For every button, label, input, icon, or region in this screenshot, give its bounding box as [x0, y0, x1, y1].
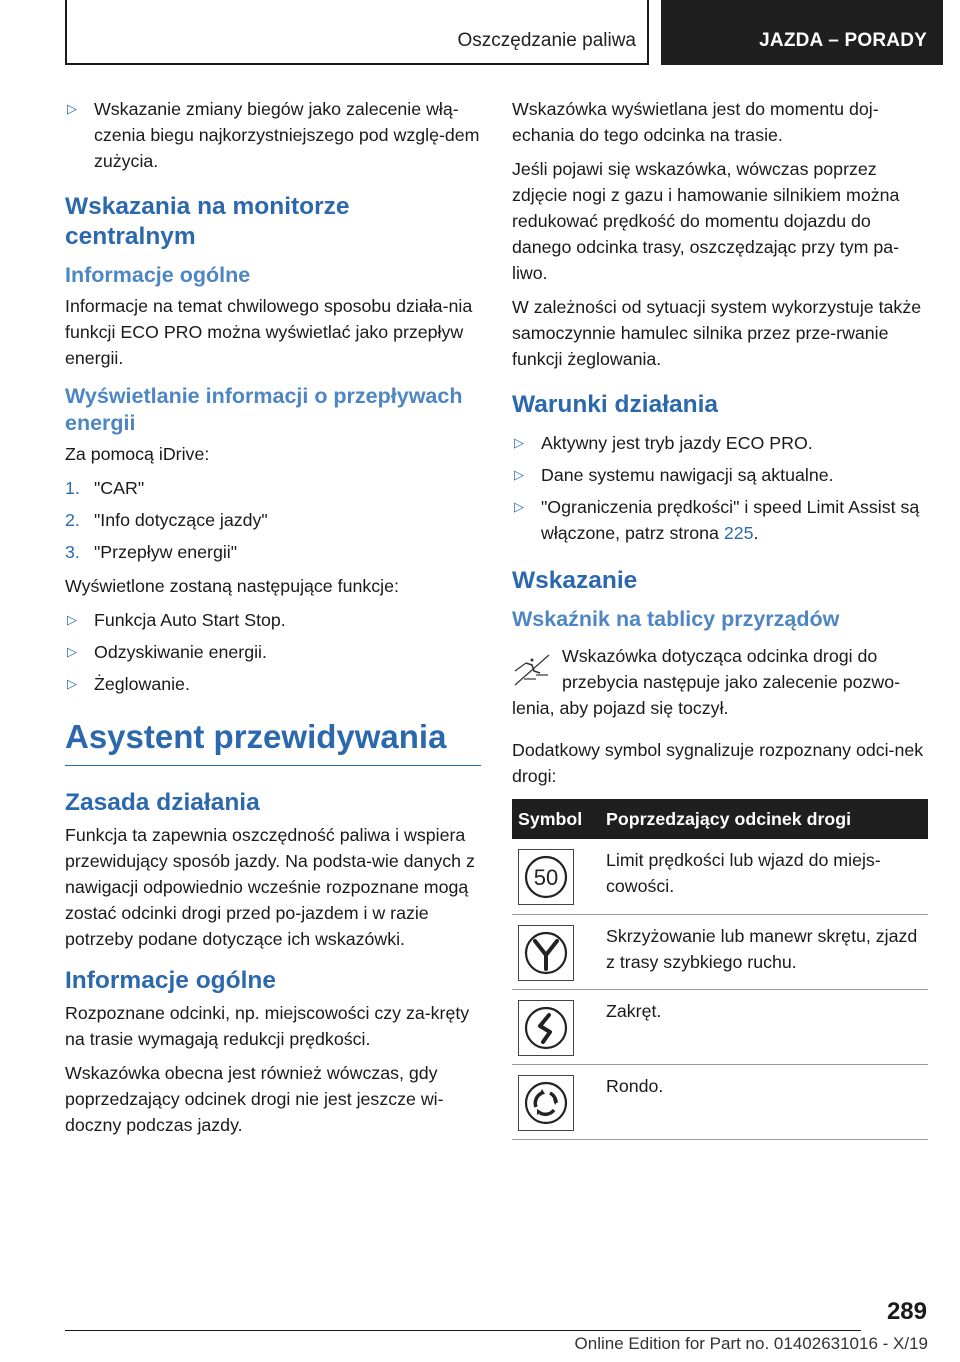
heading-general-info-2: Informacje ogólne	[65, 967, 277, 994]
list-item: ▷ Funkcja Auto Start Stop.	[65, 607, 481, 633]
table-cell-description: Rondo.	[600, 1064, 928, 1139]
table-row	[512, 989, 928, 1064]
header-section-title: Oszczędzanie paliwa	[457, 30, 636, 51]
triangle-bullet-icon: ▷	[67, 676, 77, 691]
list-item: 2. "Info dotyczące jazdy"	[65, 510, 268, 530]
list-item: ▷ Wskazanie zmiany biegów jako zalecenie włą-czenia biegu najkorzystniejszego pod wzglę-dem zużycia.	[65, 96, 481, 174]
page-number: 289	[886, 1298, 927, 1325]
paragraph-symbol-intro: Dodatkowy symbol sygnalizuje rozpoznany odci-nek drogi:	[512, 740, 924, 786]
column-header-section: Poprzedzający odcinek drogi	[600, 799, 928, 839]
header-chapter-title: JAZDA – PORADY	[759, 30, 927, 51]
conditions-list	[512, 430, 928, 546]
speed-limit-50-icon	[518, 849, 574, 905]
triangle-bullet-icon: ▷	[67, 644, 77, 659]
table-cell-description: Zakręt.	[600, 989, 928, 1064]
footer-rule	[65, 1330, 861, 1331]
page-reference-link[interactable]: 225	[723, 523, 754, 543]
heading-display: Wskazanie	[512, 567, 638, 594]
heading-principle: Zasada działania	[65, 789, 260, 816]
list-item: 3. "Przepływ energii"	[65, 542, 238, 562]
heading-predictive-assistant: Asystent przewidywania	[65, 717, 481, 766]
indicator-text: Wskazówka dotycząca odcinka drogi do przebycia następuje jako zalecenie pozwo-	[562, 646, 901, 692]
footer-edition: Online Edition for Part no. 01402631016 - X/19	[574, 1334, 928, 1353]
table-header-row	[512, 799, 928, 839]
table-row	[512, 914, 928, 989]
roundabout-icon	[518, 1075, 574, 1131]
table-cell-description: Limit prędkości lub wjazd do miejs-cowości.	[600, 839, 928, 914]
indicator-text-tail: lenia, aby pojazd się toczył.	[512, 698, 729, 718]
table-cell-description: Skrzyżowanie lub manewr skrętu, zjazd z trasy szybkiego ruchu.	[600, 914, 928, 989]
right-column	[512, 96, 928, 1140]
header-chapter-box	[661, 0, 943, 65]
header-rule-bottom	[65, 63, 649, 65]
indicator-block	[512, 643, 928, 721]
heading-instrument-cluster: Wskaźnik na tablicy przyrządów	[512, 607, 840, 631]
header-rule-left	[65, 0, 67, 65]
list-item: 1. "CAR"	[65, 478, 145, 498]
list-item: ▷ Odzyskiwanie energii.	[65, 639, 481, 665]
paragraph-general-info: Informacje na temat chwilowego sposobu działa-nia funkcji ECO PRO można wyświetlać jako przepływ energii.	[65, 296, 473, 368]
paragraph-hint-duration: Wskazówka wyświetlana jest do momentu doj-echania do tego odcinka na trasie.	[512, 99, 879, 145]
triangle-bullet-icon: ▷	[514, 499, 524, 514]
steps-list	[65, 475, 481, 565]
list-item: ▷ Aktywny jest tryb jazdy ECO PRO.	[512, 430, 928, 456]
paragraph-recognized-sections: Rozpoznane odcinki, np. miejscowości czy za-kręty na trasie wymagają redukcji prędkości.	[65, 1003, 470, 1049]
paragraph-hint-action: Jeśli pojawi się wskazówka, wówczas poprzez zdjęcie nogi z gazu i hamowanie silnikiem można redukować prędkość do momentu dojazdu do danego odcinka trasy, oszczędzając przy tym pa-liwo.	[512, 159, 900, 283]
list-item: ▷ "Ograniczenia prędkości" i speed Limit Assist są włączone, patrz strona 225.	[512, 494, 928, 546]
header-rule-divider	[647, 0, 649, 65]
triangle-bullet-icon: ▷	[67, 101, 77, 116]
list-item: ▷ Dane systemu nawigacji są aktualne.	[512, 462, 928, 488]
junction-icon	[518, 925, 574, 981]
paragraph-functions: Wyświetlone zostaną następujące funkcje:	[65, 576, 399, 596]
paragraph-principle: Funkcja ta zapewnia oszczędność paliwa i wspiera przewidujący sposób jazdy. Na podsta-wie danych z nawigacji odpowiednio wcześnie rozpoznane mogą zostać odcinki drogi przed po-jazdem i w razie potrzeby podane dotyczące ich wskazówki.	[65, 825, 475, 949]
functions-list	[65, 607, 481, 697]
heading-energy-flow: Wyświetlanie informacji o przepływach energii	[65, 384, 463, 435]
table-row	[512, 1064, 928, 1139]
symbol-table	[512, 799, 928, 1140]
paragraph-idrive: Za pomocą iDrive:	[65, 444, 210, 464]
heading-conditions: Warunki działania	[512, 391, 719, 418]
paragraph-engine-brake: W zależności od sytuacji system wykorzystuje także samoczynnie hamulec silnika przez prze-rwanie funkcji żeglowania.	[512, 297, 922, 369]
table-row	[512, 839, 928, 914]
left-column	[65, 96, 481, 1146]
heading-general-info: Informacje ogólne	[65, 263, 251, 287]
list-item: ▷ Żeglowanie.	[65, 671, 481, 697]
heading-monitor: Wskazania na monitorze centralnym	[65, 193, 350, 250]
triangle-bullet-icon: ▷	[514, 435, 524, 450]
coasting-indicator-icon	[512, 651, 552, 689]
svg-text:50: 50	[533, 865, 559, 890]
paragraph-hint-visibility: Wskazówka obecna jest również wówczas, gdy poprzedzający odcinek drogi nie jest jeszcze wi-doczny podczas jazdy.	[65, 1063, 444, 1135]
intro-list	[65, 96, 481, 174]
column-header-symbol: Symbol	[512, 799, 600, 839]
triangle-bullet-icon: ▷	[67, 612, 77, 627]
curve-icon	[518, 1000, 574, 1056]
triangle-bullet-icon: ▷	[514, 467, 524, 482]
